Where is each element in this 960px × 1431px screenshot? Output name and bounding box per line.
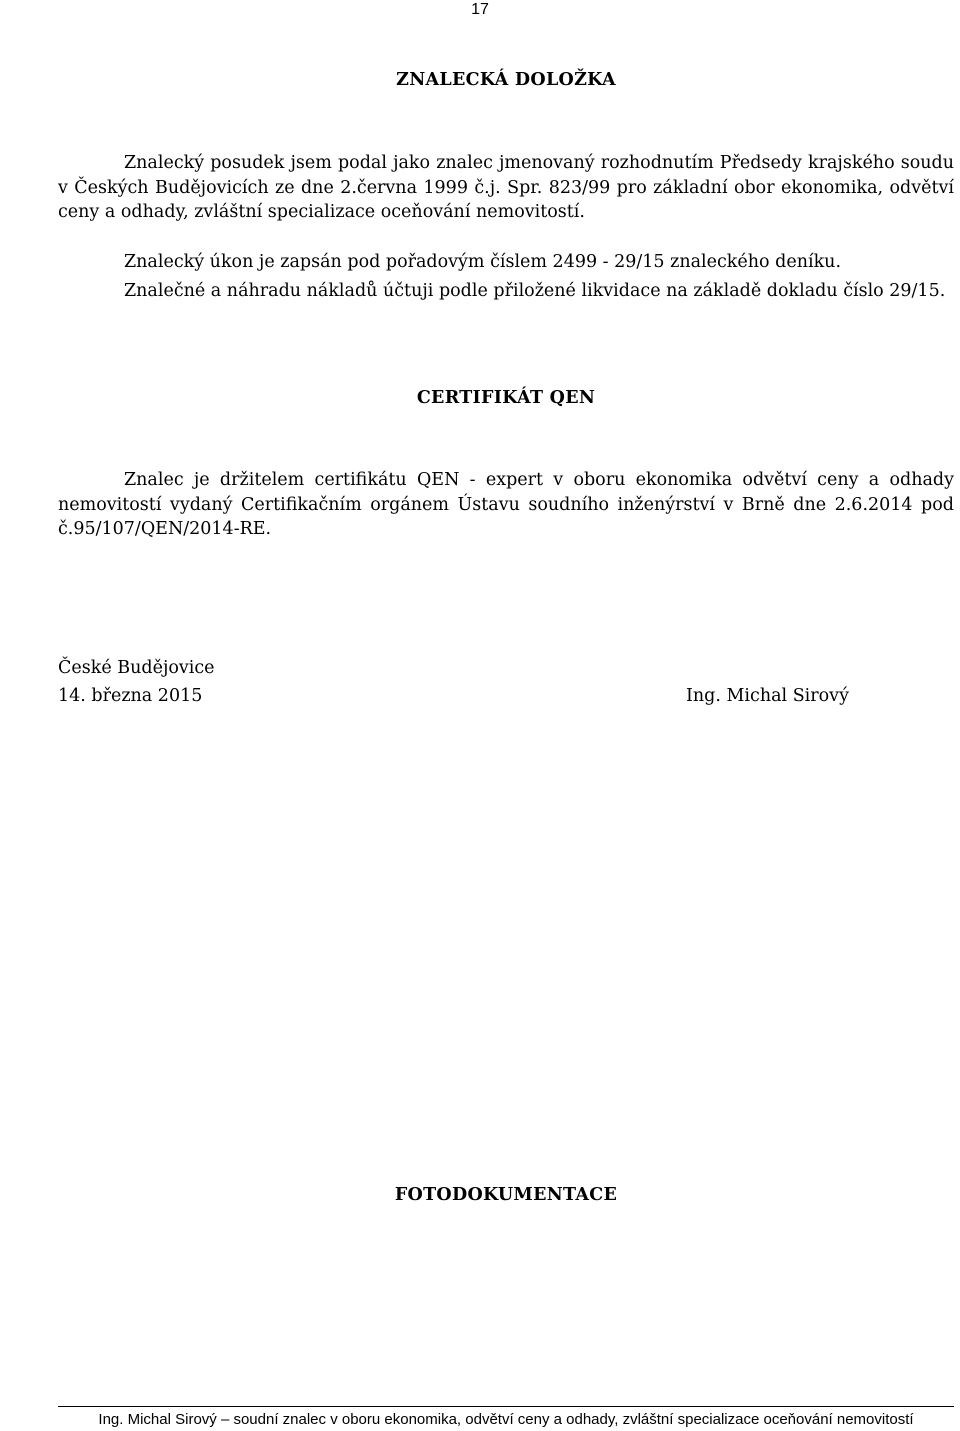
dolozka-paragraph-fees: Znalečné a náhradu nákladů účtuji podle přiložené likvidace na základě dokladu číslo 29/15. (124, 281, 946, 301)
footer-divider (58, 1406, 954, 1407)
signature-name: Ing. Michal Sirový (686, 686, 849, 706)
section-title-znalecka-dolozka: ZNALECKÁ DOLOŽKA (396, 70, 616, 90)
page-footer: Ing. Michal Sirový – soudní znalec v oboru ekonomika, odvětví ceny a odhady, zvláštní specializace oceňování nemovitostí (98, 1411, 914, 1428)
signature-date: 14. března 2015 (58, 686, 203, 706)
signature-place: České Budějovice (58, 658, 215, 678)
dolozka-paragraph-appointment: Znalecký posudek jsem podal jako znalec jmenovaný rozhodnutím Předsedy krajského soudu v Českých Budějovicích ze dne 2.června 1999 č.j. Spr. 823/99 pro základní obor ekonomika, odvětví ceny a odhady, zvláštní specializace oceňování nemovitostí. (58, 153, 954, 222)
dolozka-paragraph-register: Znalecký úkon je zapsán pod pořadovým číslem 2499 - 29/15 znaleckého deníku. (124, 252, 842, 272)
section-title-certifikat-qen: CERTIFIKÁT QEN (416, 388, 596, 408)
page-number: 17 (471, 1, 489, 18)
section-title-fotodokumentace: FOTODOKUMENTACE (394, 1185, 618, 1205)
certificate-paragraph: Znalec je držitelem certifikátu QEN - expert v oboru ekonomika odvětví ceny a odhady nemovitostí vydaný Certifikačním orgánem Ústavu soudního inženýrství v Brně dne 2.6.2014 pod č.95/107/QEN/2014-RE. (58, 470, 954, 539)
